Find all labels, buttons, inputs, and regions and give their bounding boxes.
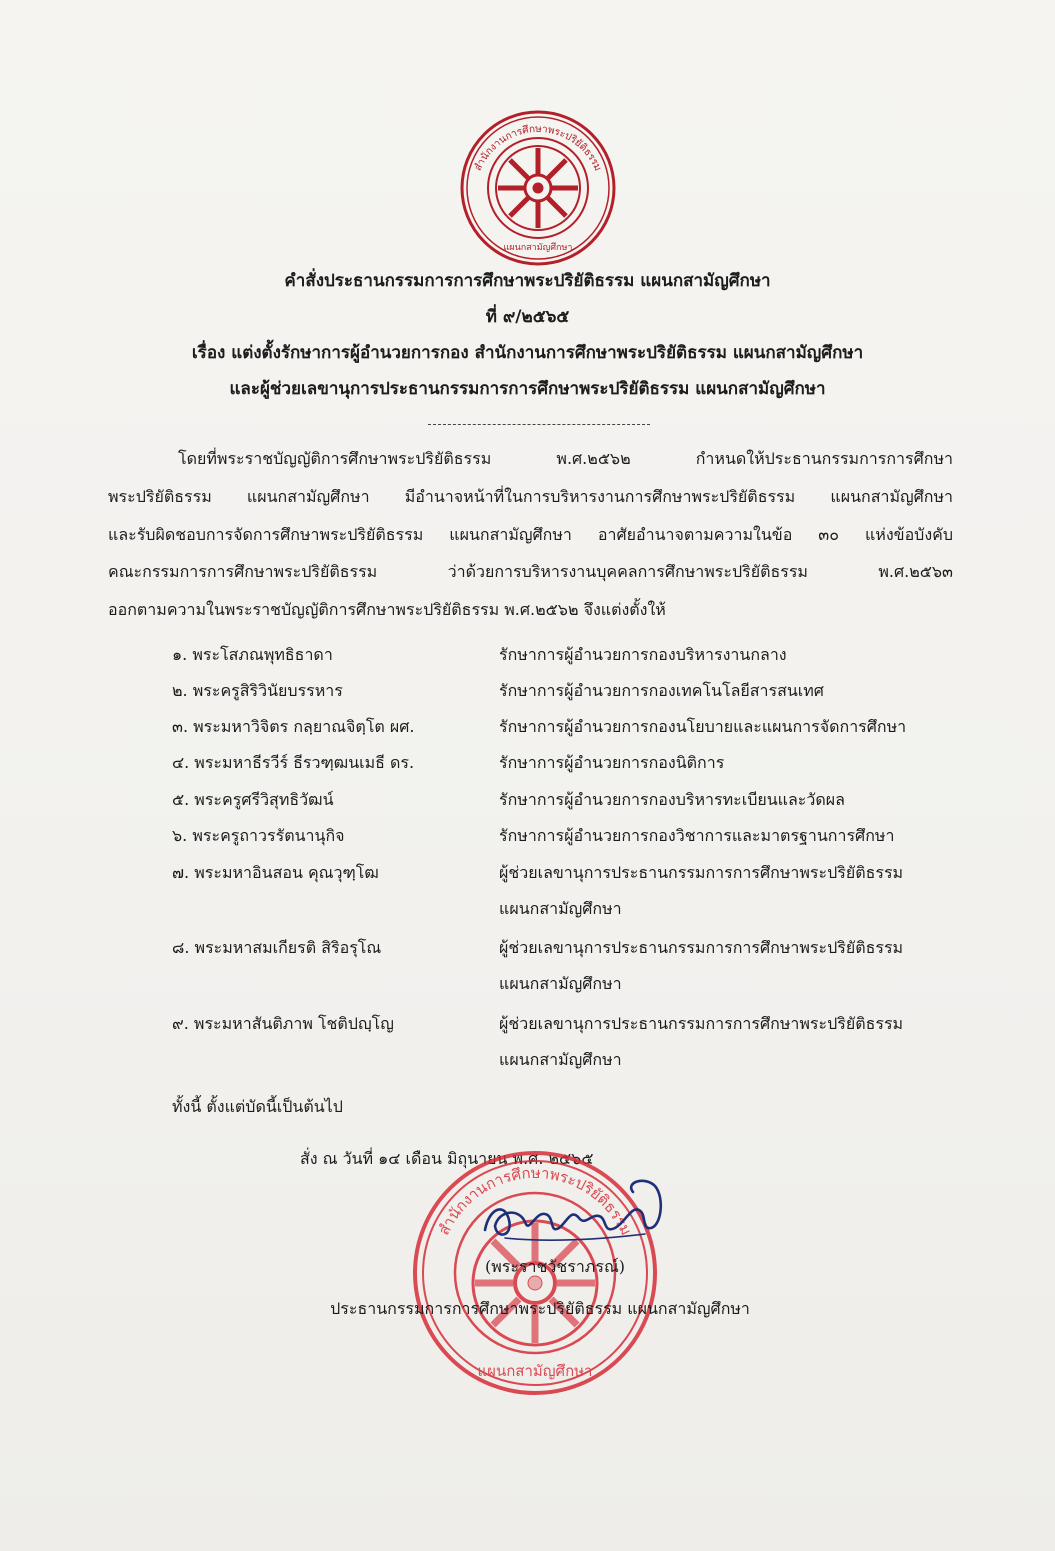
appointee-role: ผู้ช่วยเลขานุการประธานกรรมการการศึกษาพระปริยัติธรรม	[499, 938, 904, 957]
signatory-title: ประธานกรรมการการศึกษาพระปริยัติธรรม แผนกสามัญศึกษา	[330, 1299, 750, 1318]
order-date-line: สั่ง ณ วันที่ ๑๔ เดือน มิถุนายน พ.ศ. ๒๕๖๕	[300, 1149, 594, 1168]
appointee-role-continued: แผนกสามัญศึกษา	[499, 899, 622, 918]
body-paragraph-line-5: ออกตามความในพระราชบัญญัติการศึกษาพระปริยัติธรรม พ.ศ.๒๕๖๒ จึงแต่งตั้งให้	[108, 600, 666, 619]
appointee-name: ๖. พระครูถาวรรัตนานุกิจ	[172, 826, 345, 845]
seal-bottom-text: แผนกสามัญศึกษา	[477, 1362, 593, 1380]
appointee-name: ๒. พระครูสิริวินัยบรรหาร	[172, 681, 343, 700]
order-title: คำสั่งประธานกรรมการการศึกษาพระปริยัติธรรม แผนกสามัญศึกษา	[284, 271, 771, 291]
body-paragraph-line-4: คณะกรรมการการศึกษาพระปริยัติธรรม ว่าด้วยการบริหารงานบุคคลการศึกษาพระปริยัติธรรม พ.ศ.๒๕๖๓	[108, 562, 953, 581]
appointee-role: รักษาการผู้อำนวยการกองนโยบายและแผนการจัดการศึกษา	[499, 717, 907, 736]
appointee-name: ๘. พระมหาสมเกียรติ สิริอรุโณ	[172, 938, 382, 957]
body-paragraph-line-3: และรับผิดชอบการจัดการศึกษาพระปริยัติธรรม แผนกสามัญศึกษา อาศัยอำนาจตามความในข้อ ๓๐ แห่งข้อบังคับ	[108, 525, 953, 544]
body-paragraph-line-2: พระปริยัติธรรม แผนกสามัญศึกษา มีอำนาจหน้าที่ในการบริหารงานการศึกษาพระปริยัติธรรม แผนกสามัญศึกษา	[108, 487, 953, 506]
appointee-role-continued: แผนกสามัญศึกษา	[499, 974, 622, 993]
logo-ring-text: สำนักงานการศึกษาพระปริยัติธรรม	[472, 123, 604, 173]
appointee-name: ๙. พระมหาสันติภาพ โชติปญฺโญ	[172, 1014, 394, 1033]
logo-bottom-text: แผนกสามัญศึกษา	[503, 243, 573, 253]
office-logo-emblem	[458, 108, 618, 268]
appointee-role: ผู้ช่วยเลขานุการประธานกรรมการการศึกษาพระปริยัติธรรม	[499, 1014, 904, 1033]
dharma-wheel-icon	[496, 146, 580, 230]
appointee-name: ๕. พระครูศรีวิสุทธิวัฒน์	[172, 790, 334, 809]
appointee-name: ๔. พระมหาธีรวีร์ ธีรวฑฺฒนเมธี ดร.	[172, 753, 415, 772]
handwritten-signature	[475, 1168, 675, 1258]
signatory-name: (พระราชวัชราภรณ์)	[484, 1257, 626, 1276]
appointee-role-continued: แผนกสามัญศึกษา	[499, 1050, 622, 1069]
seal-ring-text: สำนักงานการศึกษาพระปริยัติธรรม	[434, 1163, 636, 1239]
subject-line-1: เรื่อง แต่งตั้งรักษาการผู้อำนวยการกอง สำนักงานการศึกษาพระปริยัติธรรม แผนกสามัญศึกษา	[191, 343, 864, 363]
appointee-name: ๑. พระโสภณพุทธิธาดา	[172, 645, 333, 664]
appointee-role: รักษาการผู้อำนวยการกองนิติการ	[499, 753, 725, 772]
appointee-role: รักษาการผู้อำนวยการกองบริหารงานกลาง	[499, 645, 787, 664]
appointee-role: รักษาการผู้อำนวยการกองวิชาการและมาตรฐานการศึกษา	[499, 826, 895, 845]
appointee-role: รักษาการผู้อำนวยการกองบริหารทะเบียนและวัดผล	[499, 790, 845, 809]
appointee-role: รักษาการผู้อำนวยการกองเทคโนโลยีสารสนเทศ	[499, 681, 824, 700]
effective-date-clause: ทั้งนี้ ตั้งแต่บัดนี้เป็นต้นไป	[172, 1097, 343, 1116]
appointee-name: ๓. พระมหาวิจิตร กลฺยาณจิตฺโต ผศ.	[172, 717, 415, 736]
header-divider	[428, 424, 650, 425]
order-number: ที่ ๙/๒๕๖๕	[485, 307, 570, 327]
subject-line-2: และผู้ช่วยเลขานุการประธานกรรมการการศึกษาพระปริยัติธรรม แผนกสามัญศึกษา	[229, 379, 826, 399]
appointee-role: ผู้ช่วยเลขานุการประธานกรรมการการศึกษาพระปริยัติธรรม	[499, 863, 904, 882]
body-paragraph-line-1: โดยที่พระราชบัญญัติการศึกษาพระปริยัติธรรม พ.ศ.๒๕๖๒ กำหนดให้ประธานกรรมการการศึกษา	[178, 449, 953, 468]
appointee-name: ๗. พระมหาอินสอน คุณวุฑฺโฒ	[172, 863, 379, 882]
